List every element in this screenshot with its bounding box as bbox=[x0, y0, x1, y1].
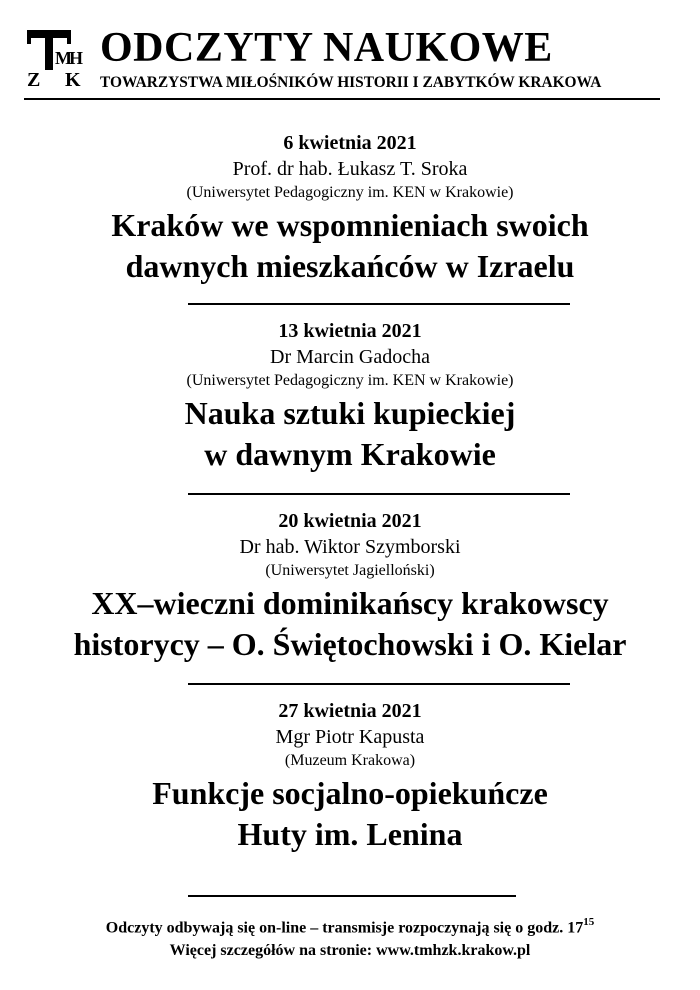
lecture-date: 13 kwietnia 2021 bbox=[278, 320, 422, 342]
lecture-title-line: Kraków we wspomnieniach swoich bbox=[111, 207, 589, 243]
lecture-date: 27 kwietnia 2021 bbox=[278, 700, 422, 722]
lecture-title-line: historycy – O. Świętochowski i O. Kielar bbox=[73, 626, 627, 662]
lecture-title-line: Huty im. Lenina bbox=[237, 816, 463, 852]
lecture-divider bbox=[188, 683, 570, 685]
footer-time-superscript: 15 bbox=[583, 916, 595, 928]
tmhzk-logo-icon bbox=[25, 28, 87, 90]
lecture-title-line: Funkcje socjalno-opiekuńcze bbox=[152, 775, 548, 811]
lecture-title-line: w dawnym Krakowie bbox=[204, 436, 496, 472]
page-subtitle: TOWARZYSTWA MIŁOŚNIKÓW HISTORII I ZABYTKÓW KRAKOWA bbox=[100, 74, 602, 91]
footer bbox=[0, 912, 700, 962]
page-title: ODCZYTY NAUKOWE bbox=[100, 25, 553, 71]
lecture-affiliation: (Uniwersytet Pedagogiczny im. KEN w Krakowie) bbox=[186, 184, 514, 201]
lecture-affiliation: (Uniwersytet Jagielloński) bbox=[265, 562, 435, 579]
lecture-title-line: XX–wieczni dominikańscy krakowscy bbox=[91, 585, 609, 621]
svg-text:M: M bbox=[55, 48, 72, 68]
footer-divider bbox=[188, 895, 516, 897]
svg-text:K: K bbox=[65, 69, 81, 90]
lecture-3 bbox=[0, 508, 700, 665]
lecture-date: 20 kwietnia 2021 bbox=[278, 510, 422, 532]
lecture-title-line: Nauka sztuki kupieckiej bbox=[184, 395, 516, 431]
svg-text:H: H bbox=[69, 48, 84, 68]
lecture-date: 6 kwietnia 2021 bbox=[283, 132, 417, 154]
lecture-speaker: Dr Marcin Gadocha bbox=[270, 346, 430, 368]
lecture-speaker: Dr hab. Wiktor Szymborski bbox=[239, 536, 461, 558]
lecture-title-line: dawnych mieszkańców w Izraelu bbox=[125, 248, 575, 284]
lecture-affiliation: (Uniwersytet Pedagogiczny im. KEN w Krakowie) bbox=[186, 372, 514, 389]
lecture-2 bbox=[0, 318, 700, 475]
lecture-4 bbox=[0, 698, 700, 855]
lecture-divider bbox=[188, 303, 570, 305]
svg-text:Z: Z bbox=[27, 69, 41, 90]
footer-website-note: Więcej szczegółów na stronie: www.tmhzk.krakow.pl bbox=[169, 942, 531, 960]
lecture-affiliation: (Muzeum Krakowa) bbox=[284, 752, 416, 769]
lecture-1 bbox=[0, 130, 700, 287]
footer-schedule-text: Odczyty odbywają się on-line – transmisje rozpoczynają się o godz. 17 bbox=[105, 919, 584, 937]
lecture-divider bbox=[188, 493, 570, 495]
header-divider bbox=[24, 98, 660, 100]
footer-schedule-note bbox=[0, 912, 700, 939]
page-header bbox=[20, 22, 660, 102]
lecture-speaker: Prof. dr hab. Łukasz T. Sroka bbox=[232, 158, 468, 180]
lecture-speaker: Mgr Piotr Kapusta bbox=[275, 726, 425, 748]
